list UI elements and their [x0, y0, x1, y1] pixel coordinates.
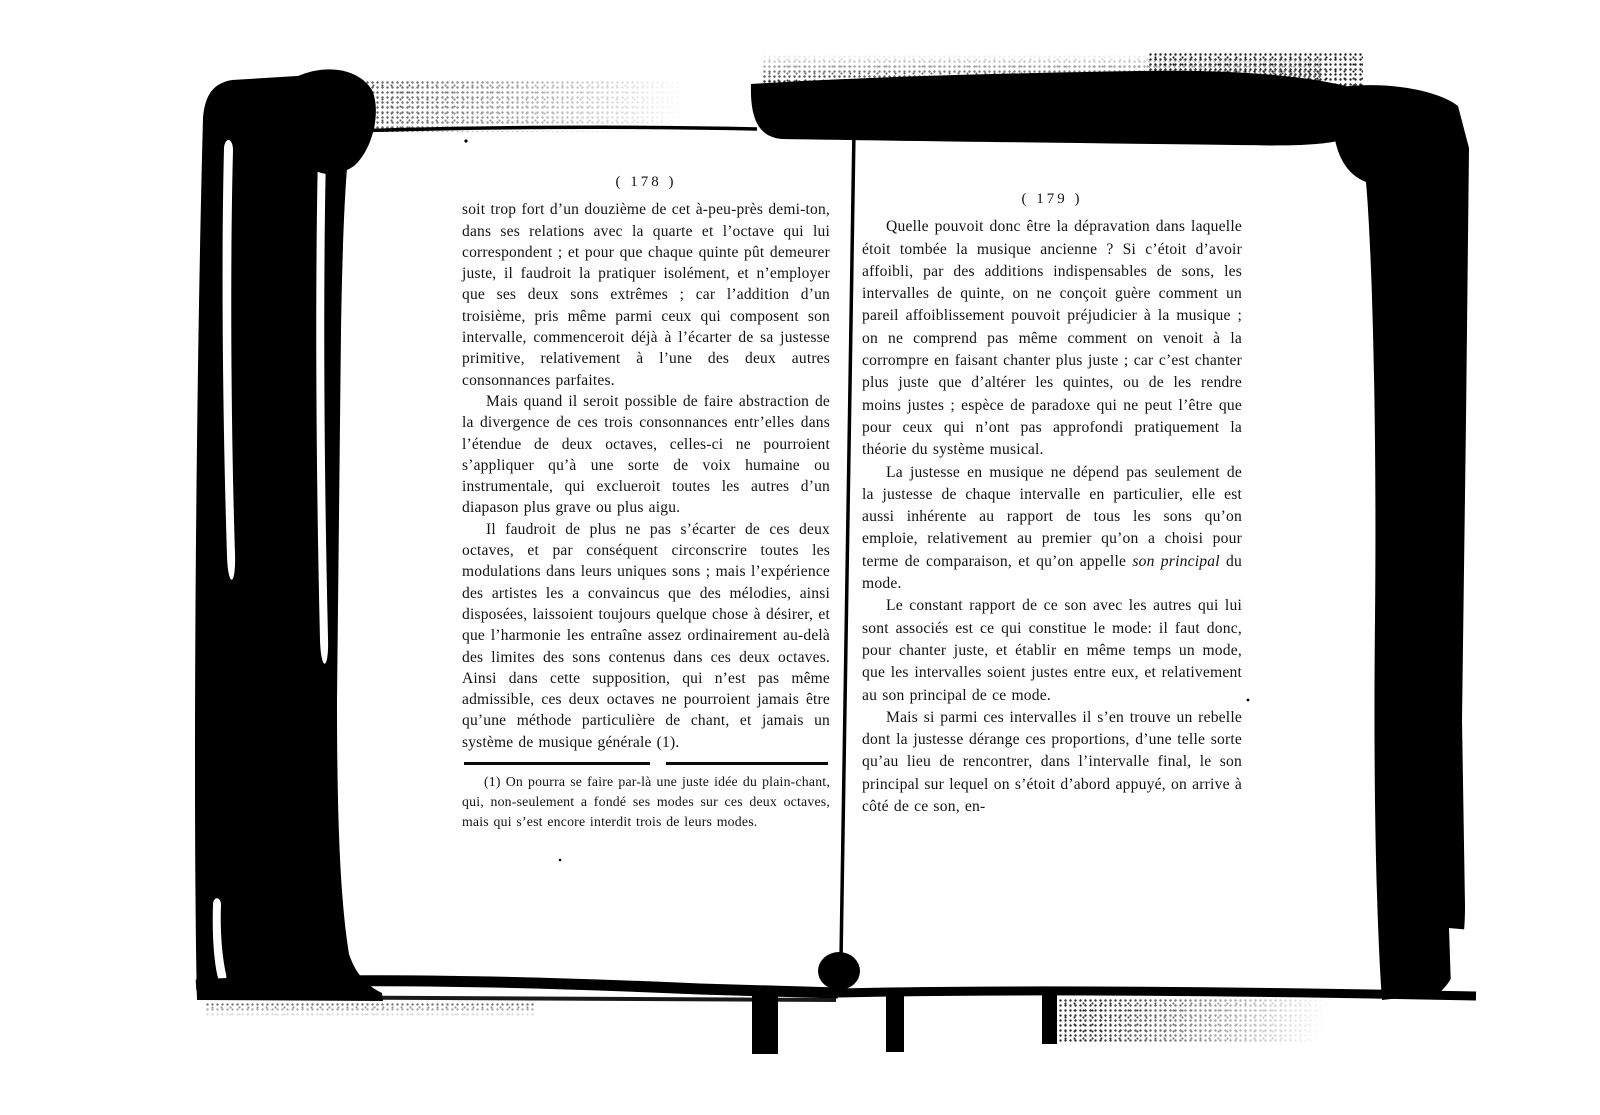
page-number-178: ( 178 ): [615, 174, 677, 190]
right-border-white-notch: [1449, 928, 1471, 990]
paragraph: [462, 199, 830, 391]
ink-speck: [559, 859, 562, 862]
scan-grain-top-corner: [1148, 52, 1363, 132]
binding-tab: [886, 996, 904, 1052]
footnote-rule-segment: [464, 762, 650, 765]
scan-grain-top-left: [285, 80, 705, 132]
body-text: Mais si parmi ces intervalles il s’en trouve un rebelle dont la justesse dérange ces proportions, d’une telle sorte qu’au lieu de rencontrer, dans l’intervalle final, le son principal sur lequel on s’étoit d’abord appuyé, on arrive à côté de ce son, en-: [862, 708, 1242, 816]
paragraph: [462, 391, 830, 519]
page-number-179: ( 179 ): [1021, 191, 1083, 207]
paragraph: [862, 595, 1242, 706]
body-text: Il faudroit de plus ne pas s’écarter de ces deux octaves, et par conséquent circonscrire toutes les modulations dans leurs uniques sons ; mais l’expérience des artistes les a convaincus que des mélodies, ainsi disposées, laissoient toujours quelque chose à désirer, et que l’harmonie les entraîne assez ordinairement au-delà des limites des sons contenus dans ces deux octaves. Ainsi dans cette supposition, qui n’est pas même admissible, ces deux octaves ne pourroient jamais être qu’une méthode particulière de chant, et jamais un système de musique générale (1).: [462, 520, 830, 751]
ink-speck: [1247, 699, 1250, 702]
book-gutter-line: [841, 130, 854, 960]
paragraph: [462, 519, 830, 753]
footnote-rule-segment: [666, 762, 828, 765]
right-border-blotch: [1332, 85, 1469, 1000]
italic-text: son principal: [1132, 552, 1220, 570]
body-text: soit trop fort d’un douzième de cet à-peu-près demi-ton, dans ses relations avec la quarte et l’octave qui lui correspondent ; et pour que chaque quinte pût demeurer juste, il faudroit la pratiquer isolément, et n’employer que ses deux sons extrêmes ; car l’addition d’un troisième, pris même parmi ceux qui composent son intervalle, commenceroit déjà à l’écarter de sa justesse primitive, relativement à l’une des deux autres consonnances parfaites.: [462, 201, 830, 389]
paragraph: [862, 462, 1242, 596]
body-text: Mais quand il seroit possible de faire abstraction de la divergence de ces trois consonnances entr’elles dans l’étendue de deux octaves, celles-ci ne pourroient s’appliquer qu’à une sorte de voix humaine ou instrumentale, qui exclueroit toutes les autres d’un diapason plus grave ou plus aigu.: [462, 392, 830, 517]
page-179-body: [862, 216, 1242, 818]
paragraph: [862, 216, 1242, 461]
body-text: du mode.: [862, 552, 1242, 593]
binding-tab: [752, 996, 778, 1054]
footnote-plain-chant: (1) On pourra se faire par-là une juste idée du plain-chant, qui, non-seulement a fondé ses modes sur ces deux octaves, mais qui s’est encore interdit trois de leurs modes.: [462, 774, 830, 830]
bottom-edge-line-right-page: [838, 991, 1476, 996]
body-text: Quelle pouvoit donc être la dépravation dans laquelle étoit tombée la musique ancienne ? Si c’étoit d’avoir affoibli, par des additions indispensables de sons, les intervalles de quinte, on ne conçoit guère comment un pareil affoiblissement pouvoit préjudicier à la musique ; on ne comprend pas même comment on venoit à la corrompre en faisant chanter plus juste ; car c’est chanter plus juste que d’altérer les quintes, ou de les rendre moins justes ; espèce de paradoxe qui ne peut l’être que pour ceux qui n’ont pas approfondi pratiquement la théorie du système musical.: [862, 218, 1242, 459]
gutter-foot-blotch: [818, 952, 860, 990]
page-178: [462, 172, 830, 833]
binding-tab: [1042, 994, 1057, 1044]
body-text: Le constant rapport de ce son avec les autres qui lui sont associés est ce qui constitue le mode: il faut donc, pour chanter juste, et établir en même temps un mode, que les intervalles soient justes entre eux, et relativement au son principal de ce mode.: [862, 597, 1242, 704]
scan-grain-bottom-right: [1058, 998, 1358, 1042]
scan-grain-bottom-left: [205, 1002, 535, 1018]
footnote-rule: [464, 762, 828, 765]
page-178-body: [462, 199, 830, 753]
page-179: [862, 188, 1242, 818]
paragraph: [862, 707, 1242, 818]
body-text: La justesse en musique ne dépend pas seulement de la justesse de chaque intervalle en particulier, elle est aussi inhérente au rapport de tous les sons qu’on emploie, relativement au premier qu’on a choisi pour terme de comparaison, et qu’on appelle: [862, 463, 1242, 570]
ink-speck: [464, 139, 467, 142]
